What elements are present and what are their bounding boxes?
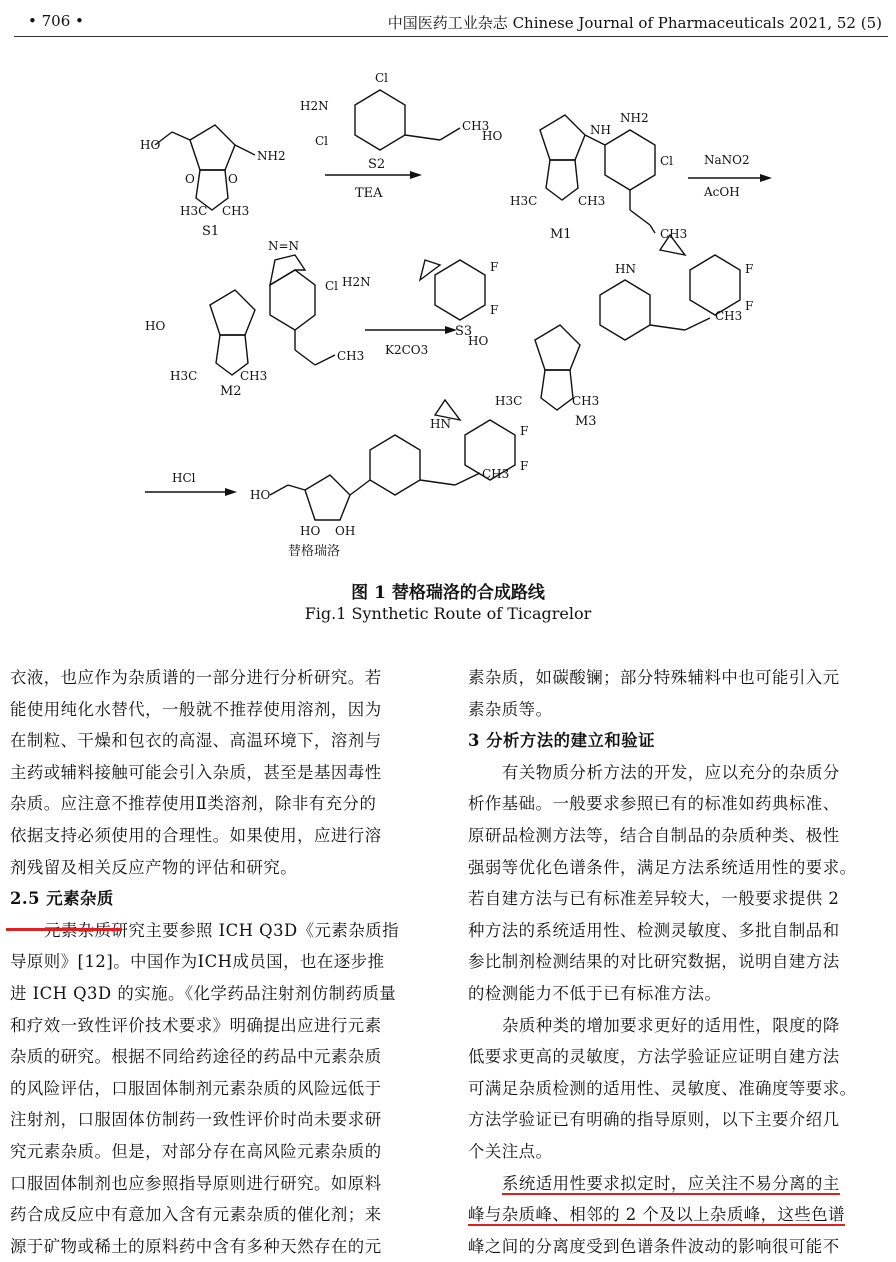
svg-text:CH3: CH3 (240, 369, 268, 383)
right-line: 若自建方法与已有标准差异较大，一般要求提供 2 (468, 889, 840, 909)
left-line: 究元素杂质。但是，对部分存在高风险元素杂质的 (10, 1141, 382, 1161)
right-line: 个关注点。 (468, 1141, 553, 1161)
svg-text:H3C: H3C (170, 369, 198, 383)
right-line: 峰之间的分离度受到色谱条件波动的影响很可能不 (468, 1236, 840, 1256)
svg-text:F: F (745, 262, 754, 276)
svg-text:H3C: H3C (510, 194, 538, 208)
page-number: • 706 • (28, 12, 84, 30)
right-line: 原研品检测方法等，结合自制品的杂质种类、极性 (468, 825, 840, 845)
svg-text:HO: HO (250, 488, 271, 502)
reagent-tea: TEA (355, 186, 383, 201)
svg-text:HO: HO (468, 334, 489, 348)
svg-text:Cl: Cl (325, 279, 339, 293)
red-underline-2-5 (6, 928, 122, 931)
right-line: 素杂质，如碳酸镧；部分特殊辅料中也可能引入元 (468, 668, 840, 687)
svg-text:F: F (520, 424, 529, 438)
svg-text:HN: HN (615, 262, 636, 276)
svg-text:O: O (185, 172, 195, 186)
svg-text:OH: OH (335, 524, 356, 538)
right-line: 素杂质等。 (468, 699, 553, 719)
svg-text:H3C: H3C (180, 204, 208, 218)
right-line: 可满足杂质检测的适用性、灵敏度、准确度等要求。 (468, 1078, 857, 1098)
svg-text:F: F (520, 459, 529, 473)
label-m1: M1 (550, 227, 572, 242)
header-rule (14, 36, 888, 37)
svg-text:CH3: CH3 (572, 394, 600, 408)
svg-text:HO: HO (300, 524, 321, 538)
right-line: 种方法的系统适用性、检测灵敏度、多批自制品和 (468, 920, 840, 940)
left-line: 能使用纯化水替代，一般就不推荐使用溶剂，因为 (10, 699, 382, 719)
svg-text:H2N: H2N (342, 275, 371, 289)
left-line: 在制粒、干燥和包衣的高湿、高温环境下，溶剂与 (10, 731, 382, 751)
section-heading-3: 3 分析方法的建立和验证 (468, 731, 656, 751)
svg-text:CH3: CH3 (462, 119, 490, 133)
reagent-nano2: NaNO2 (704, 153, 750, 167)
label-product: 替格瑞洛 (288, 544, 341, 559)
reagent-acoh: AcOH (704, 185, 740, 199)
svg-text:H3C: H3C (495, 394, 523, 408)
left-column (10, 662, 435, 1262)
label-s3: S3 (455, 324, 473, 339)
left-line: 主药或辅料接触可能会引入杂质，甚至是基因毒性 (10, 762, 382, 782)
synthesis-scheme (110, 50, 810, 570)
label-m2: M2 (220, 384, 242, 399)
right-line: 有关物质分析方法的开发，应以充分的杂质分 (502, 762, 840, 782)
svg-text:CH3: CH3 (337, 349, 365, 363)
figure-caption-cn: 图 1 替格瑞洛的合成路线 (351, 583, 545, 603)
svg-text:HO: HO (482, 129, 503, 143)
left-line: 口服固体制剂也应参照指导原则进行研究。如原料 (10, 1173, 382, 1193)
left-line: 和疗效一致性评价技术要求》明确提出应进行元素 (10, 1015, 382, 1035)
right-line-highlighted: 系统适用性要求拟定时，应关注不易分离的主 (502, 1173, 840, 1193)
left-line: 进 ICH Q3D 的实施。《化学药品注射剂仿制药质量 (10, 983, 397, 1003)
journal-header: 中国医药工业杂志 Chinese Journal of Pharmaceuticals 2021, 52 (5) (387, 14, 882, 32)
svg-text:CH3: CH3 (222, 204, 250, 218)
left-line: 源于矿物或稀土的原料药中含有多种天然存在的元 (10, 1236, 382, 1256)
svg-text:F: F (490, 260, 499, 274)
section-heading-2-5: 2.5 元素杂质 (10, 889, 114, 909)
svg-text:NH: NH (590, 123, 611, 137)
label-m3: M3 (575, 414, 597, 429)
svg-text:F: F (490, 303, 499, 317)
svg-text:Cl: Cl (375, 71, 389, 85)
label-s1: S1 (202, 224, 220, 239)
left-line: 依据支持必须使用的合理性。如果使用，应进行溶 (10, 825, 382, 845)
left-line: 的风险评估，口服固体制剂元素杂质的风险远低于 (10, 1078, 382, 1098)
svg-text:Cl: Cl (660, 154, 674, 168)
left-line: 药合成反应中有意加入含有元素杂质的催化剂；来 (10, 1205, 382, 1225)
left-line: 杂质的研究。根据不同给药途径的药品中元素杂质 (10, 1047, 382, 1067)
figure-caption-en: Fig.1 Synthetic Route of Ticagrelor (304, 604, 592, 623)
right-line: 强弱等优化色谱条件，满足方法系统适用性的要求。 (468, 857, 857, 877)
svg-text:HN: HN (430, 417, 451, 431)
svg-text:O: O (228, 172, 238, 186)
svg-text:F: F (745, 299, 754, 313)
left-line: 导原则》[12]。中国作为ICH成员国，也在逐步推 (10, 952, 385, 972)
svg-text:CH3: CH3 (482, 467, 510, 481)
reagent-k2co3: K2CO3 (385, 343, 429, 357)
svg-text:NH2: NH2 (257, 149, 286, 163)
svg-text:Cl: Cl (315, 134, 329, 148)
svg-text:N=N: N=N (268, 239, 300, 253)
right-column (468, 662, 893, 1262)
svg-text:CH3: CH3 (578, 194, 606, 208)
svg-text:CH3: CH3 (715, 309, 743, 323)
right-line: 杂质种类的增加要求更好的适用性，限度的降 (502, 1015, 840, 1035)
right-line-highlighted: 峰与杂质峰、相邻的 2 个及以上杂质峰，这些色谱 (468, 1205, 846, 1225)
right-line: 的检测能力不低于已有标准方法。 (468, 983, 722, 1003)
svg-text:NH2: NH2 (620, 111, 649, 125)
label-s2: S2 (368, 157, 386, 172)
left-line: 元素杂质研究主要参照 ICH Q3D《元素杂质指 (44, 920, 399, 940)
right-line: 方法学验证已有明确的指导原则，以下主要介绍几 (468, 1110, 840, 1130)
left-line: 杂质。应注意不推荐使用Ⅱ类溶剂，除非有充分的 (10, 794, 377, 814)
left-line: 注射剂，口服固体仿制药一致性评价时尚未要求研 (10, 1110, 382, 1130)
right-line: 析作基础。一般要求参照已有的标准如药典标准、 (468, 794, 840, 814)
svg-text:CH3: CH3 (660, 227, 688, 241)
svg-text:H2N: H2N (300, 99, 329, 113)
svg-text:HO: HO (140, 138, 161, 152)
left-line: 衣液，也应作为杂质谱的一部分进行分析研究。若 (10, 668, 382, 687)
right-line: 低要求更高的灵敏度，方法学验证应证明自建方法 (468, 1047, 840, 1067)
right-line: 参比制剂检测结果的对比研究数据，说明自建方法 (468, 952, 840, 972)
svg-text:HO: HO (145, 319, 166, 333)
reagent-hcl: HCl (172, 471, 196, 485)
left-line: 剂残留及相关反应产物的评估和研究。 (10, 857, 298, 877)
